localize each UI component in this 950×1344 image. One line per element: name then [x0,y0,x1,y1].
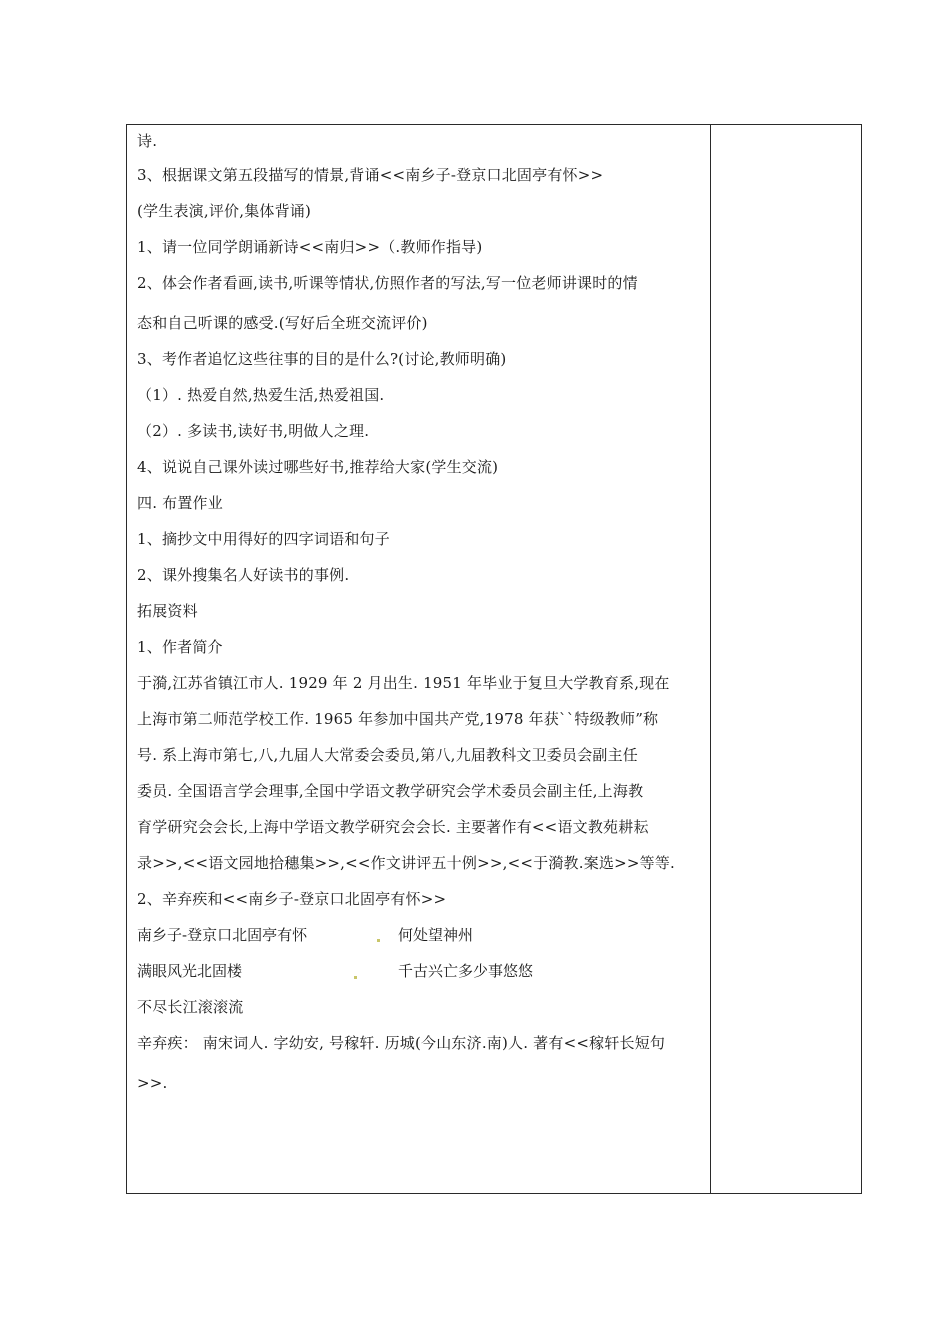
lesson-content-cell [127,125,710,1193]
text-line: 3、根据课文第五段描写的情景,背诵<<南乡子-登京口北固亭有怀>> [137,166,604,184]
poem-line: 何处望神州 [398,926,474,944]
text-line: 4、说说自己课外读过哪些好书,推荐给大家(学生交流) [137,458,499,476]
dot-mark [354,976,357,979]
section-heading: 拓展资料 [137,602,198,620]
text-line: 录>>,<<语文园地拾穗集>>,<<作文讲评五十例>>,<<于漪教.案选>>等等. [137,854,675,872]
poem-line: 满眼风光北固楼 [137,962,243,980]
poem-title: 南乡子-登京口北固亭有怀 [137,926,308,944]
text-line: 于漪,江苏省镇江市人. 1929 年 2 月出生. 1951 年毕业于复旦大学教育系,现在 [137,674,670,692]
poem-line: 不尽长江滚滚流 [137,998,244,1016]
notes-cell [711,125,861,1193]
text-line: (学生表演,评价,集体背诵) [137,202,312,220]
dot-mark [377,939,380,942]
text-line: 2、课外搜集名人好读书的事例. [137,566,350,584]
text-line: 委员. 全国语言学会理事,全国中学语文教学研究会学术委员会副主任,上海教 [137,782,644,800]
poem-line: 千古兴亡多少事悠悠 [398,962,534,980]
text-line: 3、考作者追忆这些往事的目的是什么?(讨论,教师明确) [137,350,507,368]
text-line: 1、请一位同学朗诵新诗<<南归>>（.教师作指导) [137,238,483,256]
text-line: （2）. 多读书,读好书,明做人之理. [137,422,370,440]
text-line: 诗. [137,132,158,150]
text-line: 育学研究会会长,上海中学语文教学研究会会长. 主要著作有<<语文教苑耕耘 [137,818,649,836]
text-line: 上海市第二师范学校工作. 1965 年参加中国共产党,1978 年获``特级教师”称 [137,710,659,728]
text-line: 1、摘抄文中用得好的四字词语和句子 [137,530,390,548]
section-heading: 四. 布置作业 [137,494,223,512]
text-line: 2、辛弃疾和<<南乡子-登京口北固亭有怀>> [137,890,447,908]
text-line: （1）. 热爱自然,热爱生活,热爱祖国. [137,386,385,404]
bio-line: 辛弃疾： 南宋词人. 字幼安, 号稼轩. 历城(今山东济.南)人. 著有<<稼轩长短句 [137,1034,666,1052]
text-line: 号. 系上海市第七,八,九届人大常委会委员,第八,九届教科文卫委员会副主任 [137,746,639,764]
text-line: 1、作者简介 [137,638,223,656]
lesson-table [126,124,862,1194]
text-line: 2、体会作者看画,读书,听课等情状,仿照作者的写法,写一位老师讲课时的情 [137,274,638,292]
text-line: 态和自己听课的感受.(写好后全班交流评价) [137,314,428,332]
bio-line: >>. [137,1074,168,1092]
